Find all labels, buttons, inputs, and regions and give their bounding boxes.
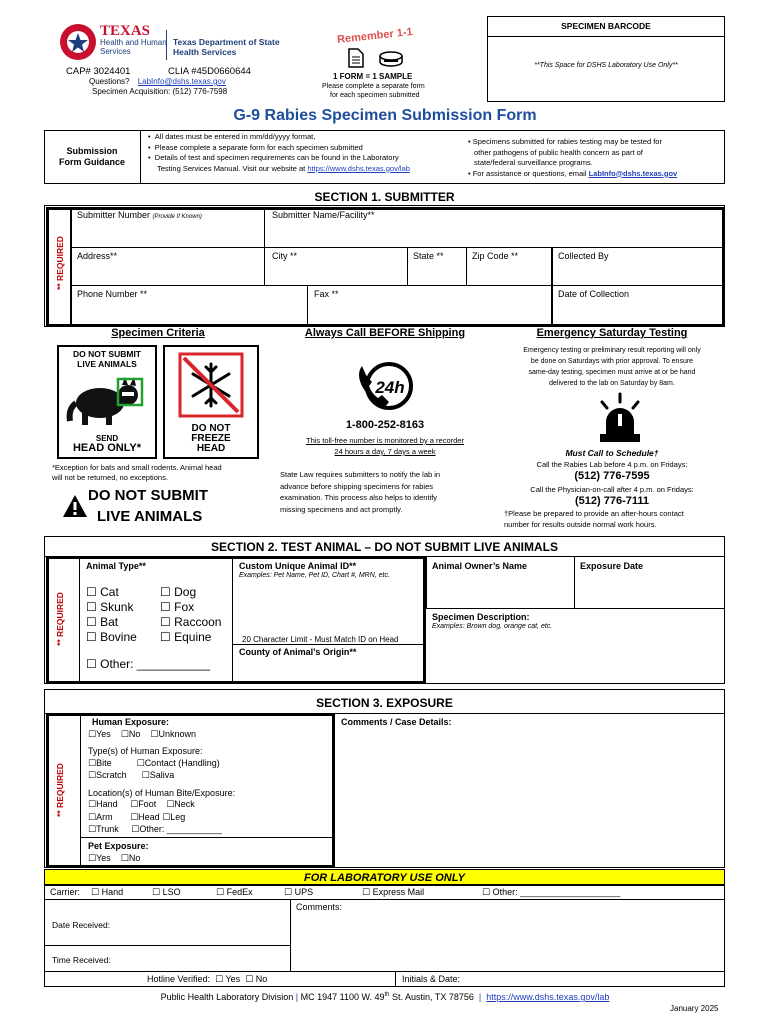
call-lab-text: Call the Rabies Lab before 4 p.m. on Fridays:	[536, 460, 688, 469]
zip-label: Zip Code **	[472, 251, 519, 261]
questions-label: Questions?	[89, 77, 130, 86]
hotline-number[interactable]: 1-800-252-8163	[345, 419, 425, 431]
prepared-2: number for results outside normal work hours.	[504, 520, 657, 529]
sign2-line2: FREEZE	[191, 433, 231, 444]
clia-number: CLIA #45D0660644	[168, 66, 251, 77]
human-exposure-options[interactable]: ☐Yes ☐No ☐Unknown	[88, 728, 196, 740]
agency-name: TEXAS	[100, 23, 151, 39]
guidance-email-link[interactable]: LabInfo@dshs.texas.gov	[588, 168, 678, 178]
emergency-title: Emergency Saturday Testing	[536, 327, 688, 339]
time-received-label: Time Received:	[52, 955, 111, 965]
emergency-p4: delivered to the lab on Saturday by 8am.	[549, 380, 675, 387]
emergency-p3: same-day testing, specimen must arrive at or be hand	[528, 369, 696, 376]
animal-bovine[interactable]: ☐ Bovine	[86, 630, 137, 644]
location-row-3[interactable]: ☐Trunk ☐Other: ___________	[88, 824, 222, 835]
specimen-desc-examples: Examples: Brown dog, orange cat, etc.	[432, 623, 553, 630]
specimen-cup-icon	[378, 50, 404, 70]
animal-type-label: Animal Type**	[86, 561, 146, 571]
hotline-verified-row[interactable]: Hotline Verified: ☐ Yes ☐ No	[147, 974, 268, 985]
section2-title: SECTION 2. TEST ANIMAL – DO NOT SUBMIT LIVE ANIMALS	[211, 540, 558, 554]
dept-line2: Health Services	[173, 47, 237, 57]
animal-skunk[interactable]: ☐ Skunk	[86, 600, 134, 614]
footer-url-link[interactable]: https://www.dshs.texas.gov/lab	[486, 992, 610, 1002]
human-exposure-label: Human Exposure:	[92, 717, 170, 727]
lab-phone[interactable]: (512) 776-7595	[574, 470, 650, 482]
guidance-right-3: state/federal surveillance programs.	[474, 158, 593, 167]
submitter-number-label: Submitter Number (Provide If Known)	[77, 210, 202, 220]
guidance-label-2: Form Guidance	[58, 157, 125, 167]
law-line-1: State Law requires submitters to notify the lab in	[280, 470, 441, 479]
footer-date: January 2025	[670, 1004, 719, 1013]
raccoon-icon	[64, 373, 150, 427]
animal-bat[interactable]: ☐ Bat	[86, 615, 119, 629]
carrier-row: Carrier:	[50, 887, 81, 897]
animal-other[interactable]: ☐ Other: ___________	[86, 657, 211, 671]
one-form-one-sample: 1 FORM = 1 SAMPLE	[333, 72, 413, 81]
types-label: Type(s) of Human Exposure:	[88, 746, 203, 756]
badge-24h: 24h	[375, 378, 405, 397]
date-collection-label: Date of Collection	[558, 289, 630, 299]
physician-phone[interactable]: (512) 776-7111	[574, 495, 649, 507]
remember-note-1: Please complete a separate form	[322, 83, 425, 90]
lab-comments-label: Comments:	[296, 902, 343, 912]
section1-required-label: ** REQUIRED	[55, 236, 65, 290]
state-label: State **	[413, 251, 444, 261]
agency-line2: Health and Human	[100, 38, 167, 47]
emergency-p1: Emergency testing or preliminary result reporting will only	[523, 347, 701, 354]
types-row-1[interactable]: ☐Bite ☐Contact (Handling)	[88, 757, 220, 769]
prepared-1: †Please be prepared to provide an after-hours contact	[504, 509, 684, 518]
shipping-title: Always Call BEFORE Shipping	[304, 327, 466, 339]
location-row-1[interactable]: ☐Hand ☐Foot ☐Neck	[88, 799, 195, 810]
section1-title: SECTION 1. SUBMITTER	[314, 190, 455, 204]
animal-fox[interactable]: ☐ Fox	[160, 600, 195, 614]
guidance-lab-link[interactable]: https://www.dshs.texas.gov/lab	[307, 163, 410, 173]
county-label: County of Animal’s Origin**	[239, 647, 357, 657]
specimen-desc-label: Specimen Description:	[432, 612, 530, 622]
phone-label: Phone Number **	[77, 289, 148, 299]
animal-equine[interactable]: ☐ Equine	[160, 630, 212, 644]
must-call: Must Call to Schedule†	[565, 448, 659, 458]
carrier-express[interactable]: ☐ Express Mail	[362, 887, 425, 898]
agency-line3: Services	[100, 47, 131, 56]
emergency-p2: be done on Saturdays with prior approval. To ensure	[530, 358, 694, 365]
lab-use-banner: FOR LABORATORY USE ONLY	[44, 869, 725, 885]
law-line-4: missing specimens and act promptly.	[280, 504, 403, 514]
section3-title: SECTION 3. EXPOSURE	[316, 696, 453, 710]
guidance-item-3b: Testing Services Manual. Visit our website at https://www.dshs.texas.gov/lab	[157, 163, 410, 173]
send-label: SEND	[95, 434, 119, 443]
guidance-label-1: Submission	[66, 146, 118, 156]
dept-line1: Texas Department of State	[173, 37, 280, 47]
cap-number: CAP# 3024401	[66, 66, 131, 77]
head-only-label: HEAD ONLY*	[72, 442, 142, 454]
section3-required-label: ** REQUIRED	[55, 763, 65, 817]
guidance-item-1: • All dates must be entered in mm/dd/yyyy format,	[148, 132, 316, 141]
document-icon	[348, 48, 364, 70]
carrier-other[interactable]: ☐ Other: ____________________	[482, 887, 621, 898]
siren-icon	[594, 392, 646, 448]
date-received-label: Date Received:	[52, 920, 111, 930]
phone-24h-icon	[356, 358, 416, 416]
law-line-3: examination. This process also helps to identify	[280, 493, 438, 502]
custom-id-label: Custom Unique Animal ID**	[239, 561, 357, 571]
address-label: Address**	[77, 251, 118, 261]
animal-dog[interactable]: ☐ Dog	[160, 585, 197, 599]
sign1-line2: LIVE ANIMALS	[77, 359, 137, 369]
criteria-title: Specimen Criteria	[111, 327, 205, 339]
guidance-item-2: • Please complete a separate form for each specimen submitted	[148, 142, 363, 152]
call-physician-text: Call the Physician-on-call after 4 p.m. on Fridays:	[530, 485, 694, 494]
exposure-date-label: Exposure Date	[580, 561, 644, 571]
submitter-name-label: Submitter Name/Facility**	[272, 210, 375, 220]
questions-email-link[interactable]: LabInfo@dshs.texas.gov	[137, 77, 226, 86]
barcode-title: SPECIMEN BARCODE	[561, 21, 651, 31]
exception-note-1: *Exception for bats and small rodents. Animal head	[52, 463, 222, 472]
section1-required-frame	[46, 207, 725, 327]
sign2-line3: HEAD	[196, 443, 226, 454]
remember-text: Remember 1-1	[336, 26, 414, 46]
section2-required-label: ** REQUIRED	[55, 592, 65, 646]
barcode-note: **This Space for DSHS Laboratory Use Only**	[534, 62, 678, 69]
owner-label: Animal Owner’s Name	[432, 561, 528, 571]
carrier-lso[interactable]: ☐ LSO	[152, 887, 181, 898]
guidance-right-1: • Specimens submitted for rabies testing may be tested for	[468, 137, 662, 146]
char-limit-note: 20 Character Limit - Must Match ID on Head	[242, 635, 399, 644]
exception-note-2: will not be returned, no exceptions.	[52, 473, 168, 482]
warning-icon	[62, 494, 88, 520]
animal-cat[interactable]: ☐ Cat	[86, 585, 119, 599]
location-row-2[interactable]: ☐Arm ☐Head ☐Leg	[88, 811, 186, 823]
carrier-fedex[interactable]: ☐ FedEx	[216, 887, 253, 898]
texas-hhs-logo	[58, 22, 98, 62]
animal-raccoon[interactable]: ☐ Raccoon	[160, 615, 222, 629]
sign1-line1: DO NOT SUBMIT	[73, 349, 141, 359]
no-freeze-icon	[178, 352, 244, 420]
comments-case-label: Comments / Case Details:	[341, 717, 452, 727]
footer-address: Public Health Laboratory Division | MC 1947 1100 W. 49th St. Austin, TX 78756 | https://www.dshs.texas.gov/lab	[160, 992, 610, 1002]
custom-id-examples: Examples: Pet Name, Pet ID, Chart #, MRN, etc.	[239, 572, 390, 579]
warning-line2: LIVE ANIMALS	[97, 508, 203, 525]
specimen-acquisition: Specimen Acquisition: (512) 776-7598	[92, 87, 228, 96]
page-title: G-9 Rabies Specimen Submission Form	[233, 107, 537, 124]
remember-note-2: for each specimen submitted	[330, 92, 420, 99]
carrier-hand[interactable]: ☐ Hand	[91, 887, 124, 898]
fax-label: Fax **	[314, 289, 339, 299]
guidance-item-3: • Details of test and specimen requirements can be found in the Laboratory	[148, 153, 399, 162]
city-label: City **	[272, 251, 298, 261]
law-line-2: advance before shipping specimens for rabies	[280, 481, 434, 491]
hotline-note-2: 24 hours a day, 7 days a week	[334, 447, 436, 456]
carrier-ups[interactable]: ☐ UPS	[284, 887, 314, 898]
hotline-note-1: This toll-free number is monitored by a recorder	[306, 436, 464, 445]
initials-date-label: Initials & Date:	[402, 974, 461, 984]
types-row-2[interactable]: ☐Scratch ☐Saliva	[88, 770, 175, 781]
pet-exposure-label: Pet Exposure:	[88, 841, 149, 851]
pet-exposure-options[interactable]: ☐Yes ☐No	[88, 852, 141, 864]
guidance-right-2: other pathogens of public health concern as part of	[474, 147, 643, 157]
location-label: Location(s) of Human Bite/Exposure:	[88, 787, 236, 798]
collected-by-label: Collected By	[558, 251, 609, 261]
warning-line1: DO NOT SUBMIT	[88, 487, 208, 504]
guidance-right-4: • For assistance or questions, email LabInfo@dshs.texas.gov	[468, 168, 678, 178]
sign2-line1: DO NOT	[191, 423, 231, 434]
